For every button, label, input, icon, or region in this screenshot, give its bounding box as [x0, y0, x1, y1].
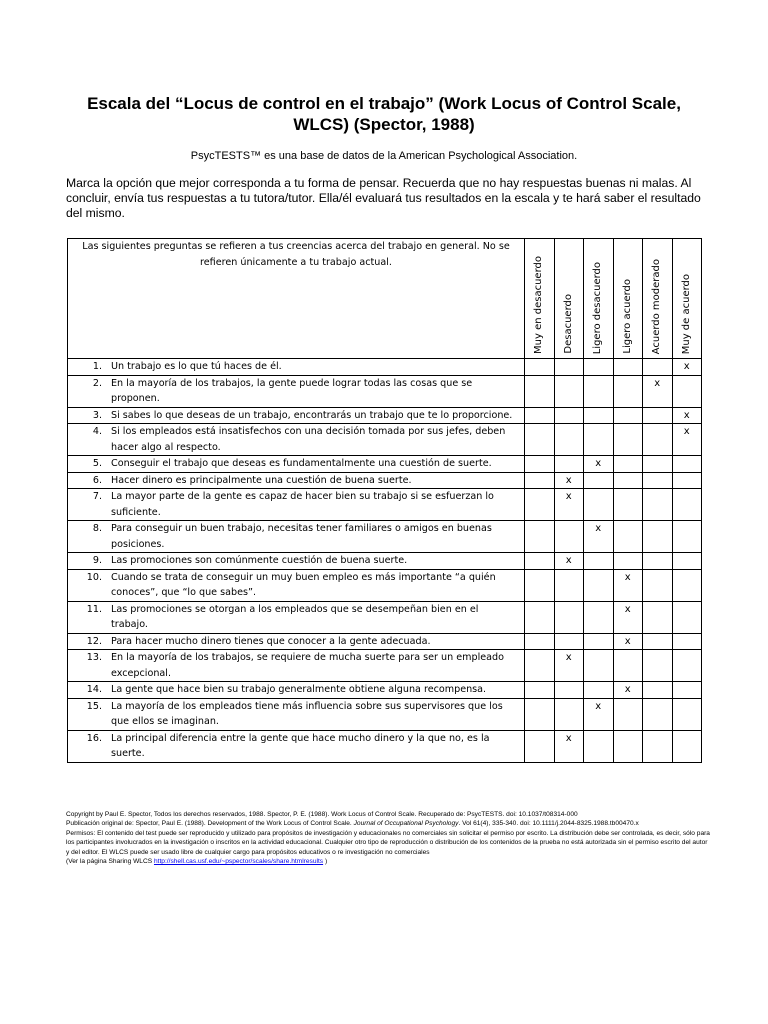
answer-cell[interactable]: [584, 472, 614, 489]
answer-cell[interactable]: [584, 359, 614, 376]
answer-cell[interactable]: [525, 698, 555, 730]
instructions-paragraph: Marca la opción que mejor corresponda a tu forma de pensar. Recuerda que no hay respuestas buenas ni malas. Al concluir, envía tus respuestas a tu tutora/tutor. Ella/él evaluará tus resultados en la escala y te hará saber el resultado del mismo.: [66, 176, 701, 220]
permissions-text: Permisos: El contenido del test puede ser reproducido y utilizado para propósitos de investigación y educacionales no comerciales sin solicitar el permiso por escrito. La distribución debe ser controlada, es decir, sólo para los participantes involucrados en la investigación o inscritos en la actividad educacional. Cualquier otro tipo de reproducción o distribución de los contenidos de la prueba no está autorizada sin el permiso escrito del autor y del editor. El WLCS puede ser usado libre de cualquier cargo para propósitos educativos o re investigación no comerciales: [66, 829, 710, 856]
answer-cell[interactable]: [643, 682, 673, 699]
option-header: [643, 239, 673, 359]
question-cell: [68, 472, 525, 489]
answer-cell[interactable]: [584, 601, 614, 633]
answer-mark: x: [565, 555, 572, 566]
answer-cell[interactable]: [584, 407, 614, 424]
publication-line: [66, 819, 712, 828]
answer-cell[interactable]: [613, 521, 643, 553]
question-text: La mayoría de los empleados tiene más influencia sobre sus supervisores que los que ellos se imaginan.: [111, 700, 503, 727]
question-number: 2.: [92, 377, 102, 389]
option-label-acuerdo-moderado: Acuerdo moderado: [651, 258, 663, 354]
answer-cell[interactable]: [643, 472, 673, 489]
answer-cell[interactable]: [672, 456, 702, 473]
answer-cell[interactable]: [525, 489, 555, 521]
table-row: [68, 698, 702, 730]
answer-mark: x: [565, 474, 572, 486]
table-row: [68, 407, 702, 424]
option-header: [525, 239, 555, 359]
publication-text: Publicación original de: Spector, Paul E. (1988). Development of the Work Locus of Control Scale.: [66, 820, 354, 828]
question-number: 4.: [92, 426, 102, 437]
answer-cell[interactable]: [554, 456, 584, 473]
answer-cell-marked[interactable]: [554, 553, 584, 570]
table-row: [68, 489, 702, 521]
answer-cell[interactable]: [525, 359, 555, 376]
answer-mark: x: [595, 458, 602, 469]
answer-cell[interactable]: [525, 682, 555, 699]
question-rows: [68, 359, 702, 763]
answer-cell[interactable]: [584, 375, 614, 407]
question-text: Cuando se trata de conseguir un muy buen empleo es más importante “a quién conoces”, que “lo que sabes”.: [111, 571, 496, 598]
table-row: [68, 424, 702, 456]
option-label-muy-en-desacuerdo: Muy en desacuerdo: [533, 256, 545, 354]
answer-cell[interactable]: [554, 359, 584, 376]
answer-cell[interactable]: [525, 553, 555, 570]
question-text: Para hacer mucho dinero tienes que conocer a la gente adecuada.: [111, 635, 431, 647]
footer-notes: [66, 810, 712, 866]
answer-cell[interactable]: [613, 553, 643, 570]
question-cell: [68, 456, 525, 473]
question-text: En la mayoría de los trabajos, la gente puede lograr todas las cosas que se proponen.: [111, 377, 473, 404]
answer-cell-marked[interactable]: [554, 489, 584, 521]
answer-cell[interactable]: [554, 601, 584, 633]
question-text: Un trabajo es lo que tú haces de él.: [111, 361, 282, 372]
answer-cell[interactable]: [584, 633, 614, 650]
answer-cell[interactable]: [554, 633, 584, 650]
option-header: [584, 239, 614, 359]
document-subtitle: PsycTESTS™ es una base de datos de la American Psychological Association.: [190, 150, 578, 162]
table-row: [68, 521, 702, 553]
answer-cell[interactable]: [525, 521, 555, 553]
answer-cell[interactable]: [613, 472, 643, 489]
answer-cell[interactable]: [613, 375, 643, 407]
answer-cell[interactable]: [672, 489, 702, 521]
answer-mark: x: [624, 635, 631, 647]
answer-cell[interactable]: [643, 633, 673, 650]
answer-mark: x: [595, 700, 602, 712]
question-text: Para conseguir un buen trabajo, necesitas tener familiares o amigos en buenas posiciones.: [111, 523, 492, 550]
question-text: Hacer dinero es principalmente una cuestión de buena suerte.: [111, 474, 412, 486]
question-number: 16.: [86, 732, 102, 744]
scale-table: [67, 238, 702, 763]
option-header: [613, 239, 643, 359]
table-intro-text: Las siguientes preguntas se refieren a tus creencias acerca del trabajo en general. No se refieren únicamente a tu trabajo actual.: [68, 239, 525, 359]
answer-cell-marked[interactable]: [613, 601, 643, 633]
answer-cell[interactable]: [584, 489, 614, 521]
answer-cell-marked[interactable]: [584, 521, 614, 553]
option-header: [672, 239, 702, 359]
question-cell: [68, 601, 525, 633]
answer-cell[interactable]: [525, 407, 555, 424]
answer-cell-marked[interactable]: [672, 407, 702, 424]
answer-cell[interactable]: [672, 375, 702, 407]
answer-cell-marked[interactable]: [584, 698, 614, 730]
question-number: 5.: [92, 458, 102, 469]
answer-cell[interactable]: [554, 682, 584, 699]
option-label-desacuerdo: Desacuerdo: [562, 294, 574, 354]
question-cell: [68, 730, 525, 762]
document-title: Escala del “Locus de control en el trabajo” (Work Locus of Control Scale, WLCS) (Spector, 1988): [87, 94, 681, 134]
answer-cell[interactable]: [643, 601, 673, 633]
answer-cell[interactable]: [613, 489, 643, 521]
table-row: [68, 633, 702, 650]
answer-cell[interactable]: [643, 730, 673, 762]
question-cell: [68, 698, 525, 730]
question-cell: [68, 521, 525, 553]
question-number: 7.: [92, 491, 102, 502]
answer-cell[interactable]: [613, 407, 643, 424]
table-row: [68, 650, 702, 682]
answer-mark: x: [565, 652, 572, 663]
answer-cell[interactable]: [672, 472, 702, 489]
answer-cell[interactable]: [613, 730, 643, 762]
answer-cell[interactable]: [525, 650, 555, 682]
answer-mark: x: [654, 377, 661, 389]
answer-cell[interactable]: [643, 407, 673, 424]
table-row: [68, 472, 702, 489]
question-text: Las promociones se otorgan a los empleados que se desempeñan bien en el trabajo.: [111, 603, 479, 630]
sharing-close: ): [323, 858, 328, 866]
answer-mark: x: [683, 361, 690, 372]
question-cell: [68, 407, 525, 424]
answer-cell-marked[interactable]: [672, 359, 702, 376]
answer-cell-marked[interactable]: [672, 424, 702, 456]
table-row: [68, 359, 702, 376]
answer-cell[interactable]: [525, 424, 555, 456]
answer-cell[interactable]: [525, 633, 555, 650]
answer-cell[interactable]: [584, 553, 614, 570]
question-text: La principal diferencia entre la gente que hace mucho dinero y la que no, es la suerte.: [111, 732, 490, 759]
answer-cell[interactable]: [672, 650, 702, 682]
question-cell: [68, 375, 525, 407]
question-cell: [68, 682, 525, 699]
answer-cell[interactable]: [525, 472, 555, 489]
question-number: 3.: [92, 409, 102, 421]
publication-details: . Vol 61(4), 335-340. doi: 10.1111/j.2044-8325.1988.tb00470.x: [458, 820, 639, 828]
answer-cell[interactable]: [554, 521, 584, 553]
question-text: Las promociones son comúnmente cuestión de buena suerte.: [111, 555, 408, 566]
answer-cell[interactable]: [672, 601, 702, 633]
sharing-link[interactable]: http://shell.cas.usf.edu/~pspector/scales/share.htmlresults: [153, 858, 324, 866]
table-row: [68, 456, 702, 473]
answer-mark: x: [624, 684, 631, 695]
answer-cell-marked[interactable]: [643, 375, 673, 407]
question-text: Si los empleados está insatisfechos con una decisión tomada por sus jefes, deben hacer algo al respecto.: [111, 426, 506, 453]
answer-cell[interactable]: [554, 569, 584, 601]
answer-cell[interactable]: [643, 569, 673, 601]
answer-mark: x: [624, 603, 631, 615]
answer-cell[interactable]: [525, 730, 555, 762]
answer-cell[interactable]: [672, 521, 702, 553]
question-cell: [68, 633, 525, 650]
answer-mark: x: [565, 491, 572, 502]
answer-cell-marked[interactable]: [584, 456, 614, 473]
option-label-ligero-acuerdo: Ligero acuerdo: [621, 279, 633, 354]
answer-cell[interactable]: [554, 698, 584, 730]
answer-cell[interactable]: [613, 698, 643, 730]
answer-cell-marked[interactable]: [554, 472, 584, 489]
answer-cell-marked[interactable]: [613, 633, 643, 650]
option-label-ligero-desacuerdo: Ligero desacuerdo: [592, 261, 604, 354]
answer-cell[interactable]: [584, 650, 614, 682]
option-header: [554, 239, 584, 359]
answer-cell[interactable]: [554, 407, 584, 424]
answer-cell-marked[interactable]: [613, 569, 643, 601]
answer-cell[interactable]: [643, 359, 673, 376]
table-row: [68, 601, 702, 633]
option-label-muy-de-acuerdo: Muy de acuerdo: [680, 273, 692, 354]
question-number: 12.: [86, 635, 102, 647]
table-row: [68, 730, 702, 762]
answer-cell[interactable]: [584, 730, 614, 762]
answer-cell[interactable]: [584, 424, 614, 456]
answer-cell[interactable]: [525, 601, 555, 633]
table-row: [68, 682, 702, 699]
question-number: 14.: [86, 684, 102, 695]
answer-mark: x: [624, 571, 631, 583]
journal-name: Journal of Occupational Psychology: [353, 820, 459, 828]
answer-cell[interactable]: [525, 569, 555, 601]
question-number: 6.: [92, 474, 102, 486]
question-text: En la mayoría de los trabajos, se requiere de mucha suerte para ser un empleado excepcional.: [111, 652, 504, 679]
question-cell: [68, 359, 525, 376]
answer-cell[interactable]: [643, 456, 673, 473]
question-number: 11.: [86, 603, 102, 615]
answer-mark: x: [565, 732, 572, 744]
question-cell: [68, 553, 525, 570]
answer-cell[interactable]: [643, 521, 673, 553]
answer-cell[interactable]: [643, 650, 673, 682]
answer-cell[interactable]: [643, 489, 673, 521]
question-text: La gente que hace bien su trabajo generalmente obtiene alguna recompensa.: [111, 684, 487, 695]
question-number: 8.: [92, 523, 102, 534]
question-cell: [68, 569, 525, 601]
answer-cell[interactable]: [613, 650, 643, 682]
answer-cell[interactable]: [643, 424, 673, 456]
question-text: Si sabes lo que deseas de un trabajo, encontrarás un trabajo que te lo proporcione.: [111, 409, 513, 421]
answer-cell[interactable]: [525, 375, 555, 407]
table-row: [68, 375, 702, 407]
answer-cell[interactable]: [672, 730, 702, 762]
question-cell: [68, 424, 525, 456]
question-number: 10.: [86, 571, 102, 583]
copyright-line: Copyright by Paul E. Spector, Todos los derechos reservados, 1988. Spector, P. E. (1988). Work Locus of Control Scale. Recuperado de: PsycTESTS. doi: 10.1037/t08314-000: [66, 811, 578, 818]
answer-cell[interactable]: [672, 633, 702, 650]
answer-cell-marked[interactable]: [554, 730, 584, 762]
answer-cell[interactable]: [554, 375, 584, 407]
question-number: 9.: [92, 555, 102, 566]
answer-cell[interactable]: [613, 359, 643, 376]
answer-cell[interactable]: [643, 698, 673, 730]
answer-cell[interactable]: [672, 682, 702, 699]
answer-cell[interactable]: [613, 456, 643, 473]
answer-cell[interactable]: [525, 456, 555, 473]
question-number: 1.: [92, 361, 102, 372]
table-header-row: [68, 239, 702, 359]
question-text: La mayor parte de la gente es capaz de hacer bien su trabajo si se esfuerzan lo suficiente.: [111, 491, 494, 518]
answer-cell-marked[interactable]: [554, 650, 584, 682]
question-number: 15.: [86, 700, 102, 712]
answer-cell[interactable]: [554, 424, 584, 456]
answer-mark: x: [595, 523, 602, 534]
answer-cell-marked[interactable]: [613, 682, 643, 699]
sharing-line: [66, 857, 712, 866]
answer-mark: x: [683, 426, 690, 437]
answer-cell[interactable]: [643, 553, 673, 570]
answer-cell[interactable]: [584, 682, 614, 699]
answer-cell[interactable]: [672, 698, 702, 730]
answer-cell[interactable]: [613, 424, 643, 456]
question-number: 13.: [86, 652, 102, 663]
sharing-text: (Ver la página Sharing WLCS: [66, 858, 154, 866]
answer-cell[interactable]: [672, 553, 702, 570]
answer-cell[interactable]: [672, 569, 702, 601]
answer-mark: x: [683, 409, 690, 421]
table-row: [68, 569, 702, 601]
question-cell: [68, 650, 525, 682]
question-text: Conseguir el trabajo que deseas es fundamentalmente una cuestión de suerte.: [111, 458, 492, 469]
table-row: [68, 553, 702, 570]
answer-cell[interactable]: [584, 569, 614, 601]
question-cell: [68, 489, 525, 521]
